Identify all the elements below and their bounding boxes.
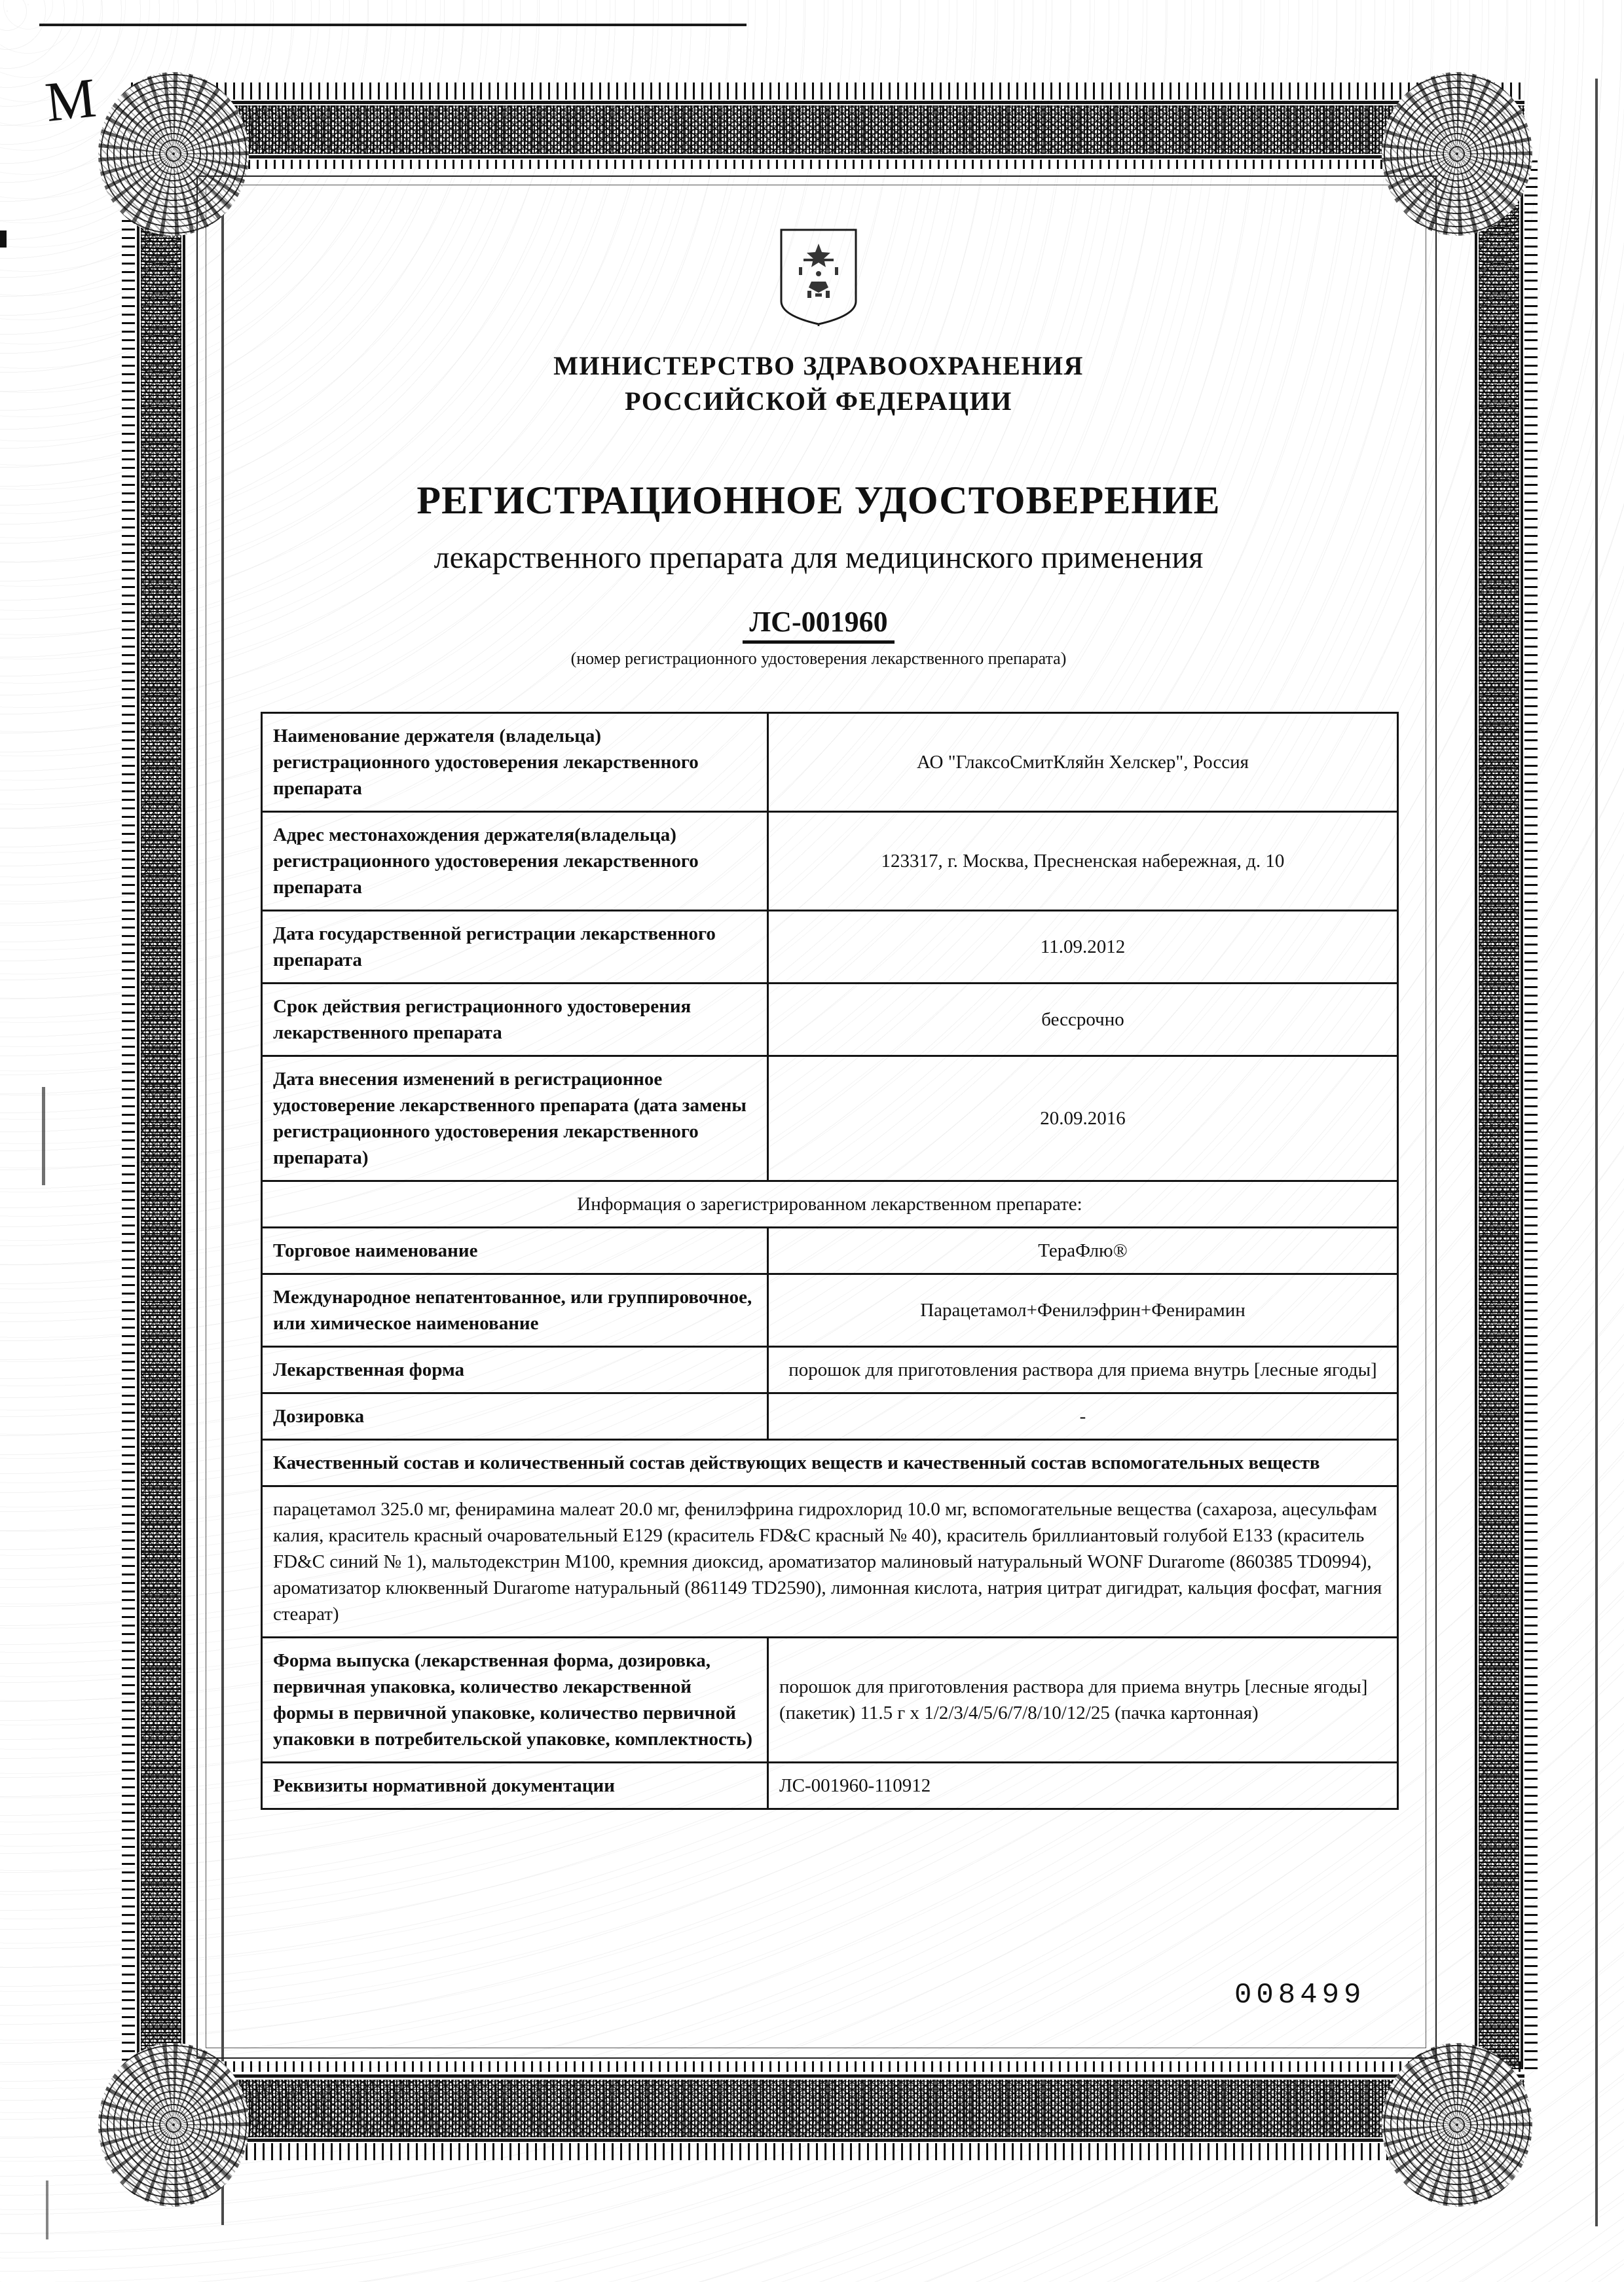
border-comb-top-inner xyxy=(138,160,1518,169)
table-row xyxy=(262,984,1398,1056)
table-row xyxy=(262,713,1398,812)
table-row xyxy=(262,1056,1398,1181)
document-subtitle: лекарственного препарата для медицинского применения xyxy=(434,540,1204,575)
composition-body-row xyxy=(262,1486,1398,1638)
table-row xyxy=(262,1638,1398,1763)
table-row xyxy=(262,911,1398,984)
border-rule-right-outer xyxy=(1521,157,1523,2069)
table-row xyxy=(262,812,1398,911)
row-value: 20.09.2016 xyxy=(768,1056,1398,1181)
corner-rosette-bottom-right xyxy=(1382,2043,1532,2207)
border-comb-right xyxy=(1524,157,1538,2069)
russian-federation-coat-of-arms-icon xyxy=(777,228,860,326)
border-comb-bottom xyxy=(131,2061,1524,2072)
row-label: Дозировка xyxy=(262,1393,768,1440)
table-row xyxy=(262,1763,1398,1809)
composition-header: Качественный состав и количественный состав действующих веществ и качественный состав вспомогательных веществ xyxy=(262,1440,1398,1486)
border-comb-left xyxy=(122,157,135,2069)
row-label: Торговое наименование xyxy=(262,1228,768,1274)
row-value: 11.09.2012 xyxy=(768,911,1398,984)
border-guilloche-left xyxy=(141,157,181,2069)
row-label: Срок действия регистрационного удостоверения лекарственного препарата xyxy=(262,984,768,1056)
row-value: 123317, г. Москва, Пресненская набережная, д. 10 xyxy=(768,812,1398,911)
border-rule-top-inner xyxy=(131,155,1524,158)
row-value: ТераФлю® xyxy=(768,1228,1398,1274)
row-value: ЛС-001960-110912 xyxy=(768,1763,1398,1809)
row-value: бессрочно xyxy=(768,984,1398,1056)
table-row xyxy=(262,1347,1398,1393)
border-rule-left-inner xyxy=(183,157,185,2069)
row-label: Форма выпуска (лекарственная форма, дозировка, первичная упаковка, количество лекарственной формы в первичной упаковке, количество первичной упаковки в потребительской упаковке, комплектность) xyxy=(262,1638,768,1763)
scan-frame-right-edge xyxy=(1595,79,1598,2226)
scan-frame-top-edge xyxy=(39,24,747,26)
row-label: Международное непатентованное, или группировочное, или химическое наименование xyxy=(262,1274,768,1347)
registration-number xyxy=(216,605,1421,638)
ministry-line-1: МИНИСТЕРСТВО ЗДРАВООХРАНЕНИЯ xyxy=(553,351,1084,380)
table-row xyxy=(262,1228,1398,1274)
scan-edge-marker xyxy=(0,230,7,248)
handwritten-annotation: М xyxy=(42,65,99,134)
row-label: Наименование держателя (владельца) регистрационного удостоверения лекарственного препарата xyxy=(262,713,768,812)
registration-number-value: ЛС-001960 xyxy=(743,606,894,644)
border-guilloche-top xyxy=(131,105,1524,154)
corner-rosette-bottom-left xyxy=(98,2043,249,2207)
row-value: Парацетамол+Фенилэфрин+Фенирамин xyxy=(768,1274,1398,1347)
border-rule-bottom-outer xyxy=(131,2074,1524,2078)
border-comb-top xyxy=(131,83,1524,100)
ministry-name xyxy=(216,348,1421,419)
border-rule-top-outer xyxy=(131,101,1524,104)
row-label: Лекарственная форма xyxy=(262,1347,768,1393)
border-guilloche-bottom xyxy=(131,2080,1524,2137)
row-label: Дата внесения изменений в регистрационное удостоверение лекарственного препарата (дата замены регистрационного удостоверения лекарственного препарата) xyxy=(262,1056,768,1181)
scan-tick-mark xyxy=(42,1087,45,1185)
composition-body: парацетамол 325.0 мг, фенирамина малеат 20.0 мг, фенилэфрина гидрохлорид 10.0 мг, вспомогательные вещества (сахароза, ацесульфам калия, краситель красный очаровательный Е129 (краситель FD&C красный № 40), краситель бриллиантовый голубой Е133 (краситель FD&C синий № 1), мальтодекстрин М100, кремния диоксид, ароматизатор малиновый натуральный WONF Durarome (860385 TD0994), ароматизатор клюквенный Durarome натуральный (861149 TD2590), лимонная кислота, натрия цитрат дигидрат, кальция фосфат, магния стеарат) xyxy=(262,1486,1398,1638)
composition-header-row xyxy=(262,1440,1398,1486)
row-value: АО "ГлаксоСмитКляйн Хелскер", Россия xyxy=(768,713,1398,812)
registration-details-table xyxy=(261,712,1399,1810)
border-comb-bottom-inner xyxy=(135,2143,1522,2160)
row-label: Адрес местонахождения держателя(владельца) регистрационного удостоверения лекарственного препарата xyxy=(262,812,768,911)
table-banner-row xyxy=(262,1181,1398,1228)
document-title: РЕГИСТРАЦИОННОЕ УДОСТОВЕРЕНИЕ xyxy=(416,479,1221,522)
product-info-banner: Информация о зарегистрированном лекарственном препарате: xyxy=(262,1181,1398,1228)
row-label: Реквизиты нормативной документации xyxy=(262,1763,768,1809)
border-guilloche-right xyxy=(1479,157,1519,2069)
ministry-line-2: РОССИЙСКОЙ ФЕДЕРАЦИИ xyxy=(625,386,1012,416)
border-rule-bottom-inner xyxy=(131,2139,1524,2142)
row-value: порошок для приготовления раствора для приема внутрь [лесные ягоды] (пакетик) 11.5 г х 1/2/3/4/5/6/7/8/10/12/25 (пачка картонная) xyxy=(768,1638,1398,1763)
serial-number: 008499 xyxy=(1234,1979,1366,2012)
row-value: - xyxy=(768,1393,1398,1440)
border-rule-left-outer xyxy=(137,157,139,2069)
border-rule-right-inner xyxy=(1475,157,1477,2069)
table-row xyxy=(262,1393,1398,1440)
row-label: Дата государственной регистрации лекарственного препарата xyxy=(262,911,768,984)
table-row xyxy=(262,1274,1398,1347)
document-content xyxy=(216,196,1421,1810)
row-value: порошок для приготовления раствора для приема внутрь [лесные ягоды] xyxy=(768,1347,1398,1393)
scan-tick-mark-lower xyxy=(46,2181,48,2239)
registration-number-caption: (номер регистрационного удостоверения лекарственного препарата) xyxy=(570,649,1067,668)
